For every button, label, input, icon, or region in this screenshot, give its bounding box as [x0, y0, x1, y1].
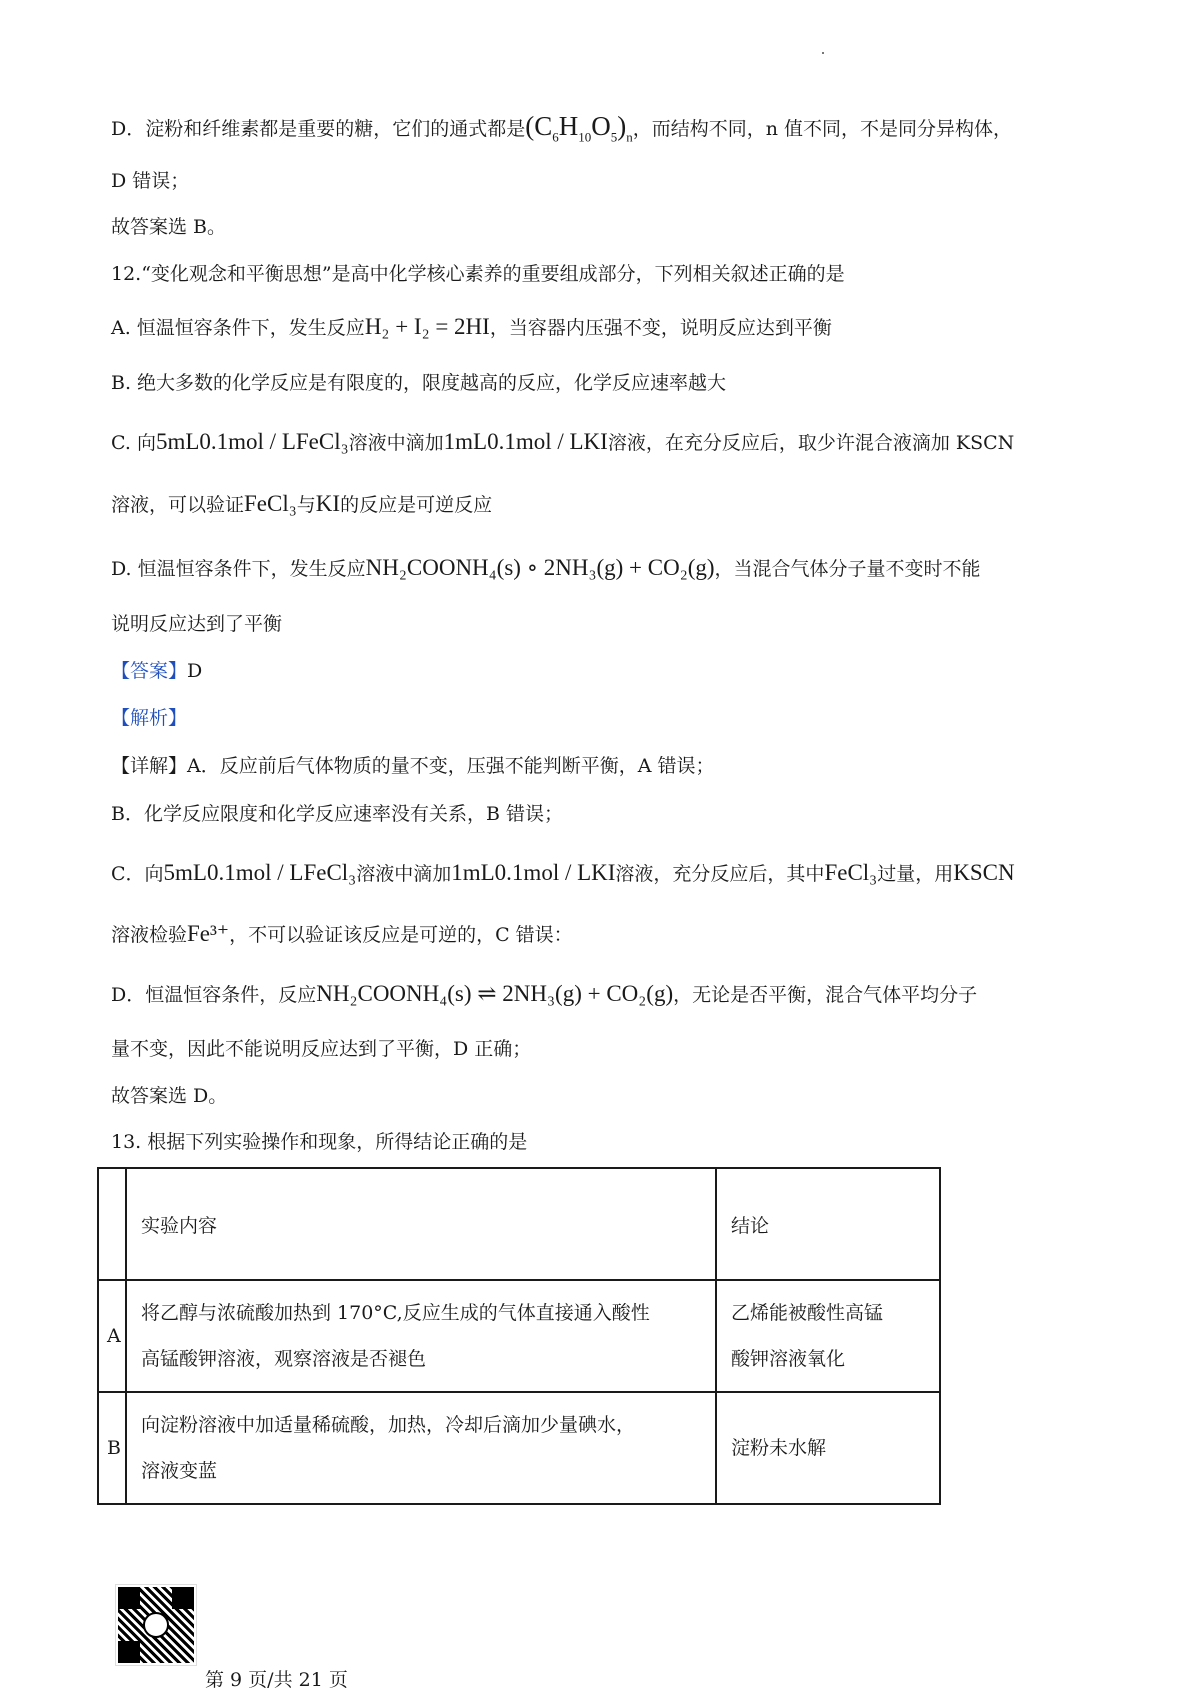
text-segment: ，当容器内压强不变，说明反应达到平衡	[489, 317, 832, 339]
text-segment: C. 向	[111, 432, 156, 454]
analysis-label: 【解析】	[111, 707, 188, 729]
text-segment: ，当混合气体分子量不变时不能	[714, 558, 981, 580]
cell-text: 溶液变蓝	[141, 1460, 218, 1482]
equation: H₂ + I₂ = 2HI	[364, 314, 490, 339]
speck	[822, 52, 824, 54]
row-key: B	[98, 1392, 126, 1504]
text-segment: 溶液中滴加	[348, 432, 444, 454]
chem-term: FeCl₃	[824, 860, 878, 885]
row-conclusion	[716, 1280, 940, 1392]
text-segment: ，无论是否平衡，混合气体平均分子	[673, 984, 978, 1006]
formula-sub: n	[626, 129, 633, 145]
q12-option-d-line2: 说明反应达到了平衡	[111, 613, 283, 635]
q12-option-d-line1	[111, 556, 981, 579]
experiment-table	[97, 1167, 941, 1505]
table-header-conclusion: 结论	[716, 1168, 940, 1280]
text-segment: 溶液中滴加	[356, 863, 452, 885]
q12-option-a	[111, 315, 832, 338]
question-13-title: 13. 根据下列实验操作和现象，所得结论正确的是	[111, 1131, 528, 1153]
page-number: 第 9 页/共 21 页	[205, 1669, 348, 1691]
detail-line-c2	[111, 922, 573, 945]
text-segment: ，不可以验证该反应是可逆的，C 错误：	[229, 924, 573, 946]
cell-text: 将乙醇与浓硫酸加热到 170°C,反应生成的气体直接通入酸性	[141, 1302, 650, 1324]
text-segment: 溶液，可以验证	[111, 494, 245, 516]
answer-label: 【答案】	[111, 660, 188, 682]
text-segment: 溶液检验	[111, 924, 188, 946]
text-segment: 与	[296, 494, 316, 516]
text-segment: 溶液，充分反应后，其中	[615, 863, 825, 885]
q12-option-b: B. 绝大多数的化学反应是有限度的，限度越高的反应，化学反应速率越大	[111, 372, 727, 394]
equation: NH₂COONH₄(s) ⇌ 2NH₃(g) + CO₂(g)	[316, 981, 674, 1006]
q12-option-c-line2	[111, 492, 492, 515]
detail-conclusion: 故答案选 D。	[111, 1085, 228, 1107]
cell-text: 酸钾溶液氧化	[731, 1348, 846, 1370]
cell-text: 高锰酸钾溶液，观察溶液是否褪色	[141, 1348, 427, 1370]
answer-line	[111, 662, 202, 681]
chem-term: FeCl₃	[244, 491, 297, 516]
cell-text: 向淀粉溶液中加适量稀硫酸，加热，冷却后滴加少量碘水，	[141, 1414, 636, 1436]
row-key: A	[98, 1280, 126, 1392]
detail-line-c1	[111, 861, 1015, 884]
chem-term: 5mL0.1mol / LFeCl₃	[155, 429, 349, 454]
chem-term: 5mL0.1mol / LFeCl₃	[163, 860, 357, 885]
detail-line-d1	[111, 982, 977, 1005]
text-segment: C．向	[111, 863, 164, 885]
wechat-icon	[143, 1612, 169, 1638]
detail-line-d2: 量不变，因此不能说明反应达到了平衡，D 正确；	[111, 1038, 532, 1060]
row-content	[126, 1280, 716, 1392]
cell-text: 淀粉未水解	[731, 1437, 827, 1459]
text-segment: 的反应是可逆反应	[340, 494, 493, 516]
chem-term: 1mL0.1mol / LKI	[443, 429, 608, 454]
table-header-row	[98, 1168, 940, 1280]
formula-sub: 6	[552, 129, 559, 145]
formula-sub: 10	[578, 129, 592, 145]
formula-cellulose	[525, 111, 633, 145]
text-line: D 错误；	[111, 170, 190, 192]
table-cell	[98, 1168, 126, 1280]
detail-line-b: B．化学反应限度和化学反应速率没有关系，B 错误；	[111, 803, 563, 825]
option-d-text-line1	[111, 113, 1012, 143]
question-12-title: 12.“变化观念和平衡思想”是高中化学核心素养的重要组成部分，下列相关叙述正确的是	[111, 263, 845, 285]
text-segment: 过量，用	[877, 863, 954, 885]
detail-label: 【详解】	[111, 755, 188, 777]
row-conclusion	[716, 1392, 940, 1504]
q12-option-c-line1	[111, 430, 1014, 453]
text-segment: D. 恒温恒容条件下，发生反应	[111, 558, 366, 580]
detail-line-a	[111, 757, 715, 776]
text-segment: 溶液，在充分反应后，取少许混合液滴加 KSCN	[607, 432, 1015, 454]
table-header-content: 实验内容	[126, 1168, 716, 1280]
table-row	[98, 1392, 940, 1504]
chem-term: Fe³⁺	[187, 921, 230, 946]
text-segment: A．反应前后气体物质的量不变，压强不能判断平衡，A 错误；	[187, 755, 715, 777]
answer-value: D	[187, 660, 203, 682]
chem-term: KI	[315, 491, 341, 516]
text-segment: ，而结构不同，n 值不同，不是同分异构体，	[632, 118, 1013, 140]
formula-part: O	[591, 111, 611, 141]
formula-sub: 5	[610, 129, 618, 145]
formula-part: (C	[525, 111, 553, 141]
formula-part: H	[558, 111, 579, 141]
row-content	[126, 1392, 716, 1504]
chem-term: 1mL0.1mol / LKI	[451, 860, 616, 885]
text-segment: D．恒温恒容条件，反应	[111, 984, 317, 1006]
formula-part: )	[617, 111, 627, 141]
cell-text: 乙烯能被酸性高锰	[731, 1302, 884, 1324]
chem-term: KSCN	[953, 860, 1015, 885]
equation: NH₂COONH₄(s) ∘ 2NH₃(g) + CO₂(g)	[365, 555, 715, 580]
text-segment: D．淀粉和纤维素都是重要的糖，它们的通式都是	[111, 118, 526, 140]
table-row	[98, 1280, 940, 1392]
text-line: 故答案选 B。	[111, 216, 227, 238]
text-segment: A. 恒温恒容条件下，发生反应	[111, 317, 365, 339]
